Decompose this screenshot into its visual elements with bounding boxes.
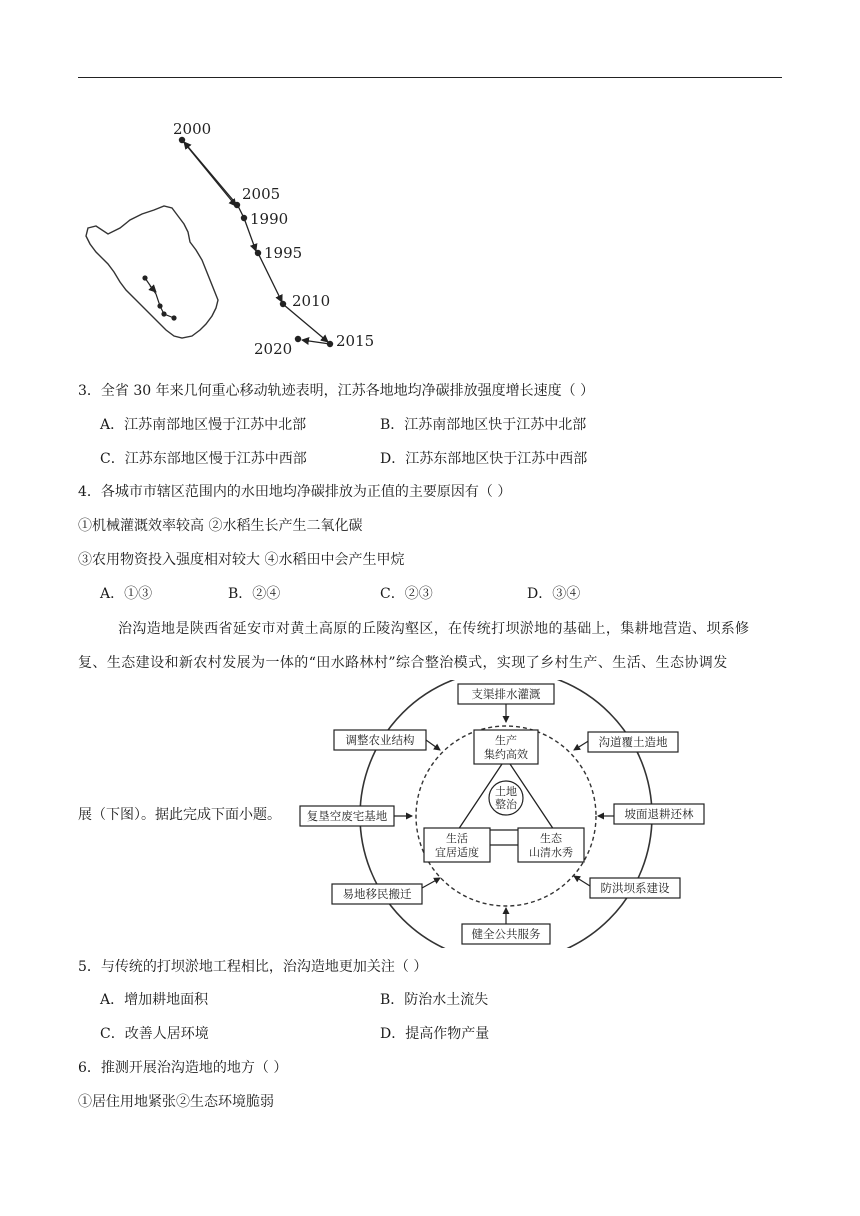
label-1990: 1990 [250,210,289,228]
q5-option-b[interactable]: B．防治水土流失 [380,992,489,1008]
label-2000: 2000 [173,120,212,138]
q3-option-a[interactable]: A．江苏南部地区慢于江苏中北部 [100,417,307,433]
q3-option-c[interactable]: C．江苏东部地区慢于江苏中西部 [100,451,307,467]
box-top: 支渠排水灌溉 [471,687,541,701]
mini-track [145,278,174,318]
box-upper-left: 调整农业结构 [345,733,415,747]
label-2005: 2005 [242,185,281,203]
label-2015: 2015 [336,332,375,350]
passage-line-1: 治沟造地是陕西省延安市对黄土高原的丘陵沟壑区，在传统打坝淤地的基础上，集耕地营造、坝系修 [118,621,750,637]
life-label-1: 生活 [446,832,468,845]
province-outline [86,206,218,338]
label-1995: 1995 [264,244,303,262]
q3-option-d[interactable]: D．江苏东部地区快于江苏中西部 [380,451,588,467]
life-label-2: 宜居适度 [435,846,479,859]
point-2015 [327,341,333,347]
q4-option-a[interactable]: A．①③ [100,586,153,602]
box-lower-right: 防洪坝系建设 [600,881,670,895]
production-label-2: 集约高效 [484,748,528,761]
q3-option-b[interactable]: B．江苏南部地区快于江苏中北部 [380,417,587,433]
passage-line-3: 展（下图）。据此完成下面小题。 [78,807,281,823]
q4-option-c[interactable]: C．②③ [380,586,433,602]
q4-stem: 4．各城市市辖区范围内的水田地均净碳排放为正值的主要原因有（ ） [78,484,512,500]
label-2020: 2020 [254,340,293,358]
land-consolidation-diagram [298,680,708,948]
production-label-1: 生产 [495,734,517,747]
q5-option-a[interactable]: A．增加耕地面积 [100,992,209,1008]
point-2020 [295,336,301,342]
centroid-track-figure [78,110,388,360]
q5-stem: 5．与传统的打坝淤地工程相比，治沟造地更加关注（ ） [78,959,428,975]
q4-statement-2: ③农用物资投入强度相对较大 ④水稻田中会产生甲烷 [78,552,405,568]
q5-option-d[interactable]: D．提高作物产量 [380,1026,490,1042]
box-right: 坡面退耕还林 [624,807,694,821]
point-2005 [234,202,240,208]
eco-label-1: 生态 [540,832,562,845]
q4-option-d[interactable]: D．③④ [527,586,581,602]
point-2010 [280,301,286,307]
passage-line-2: 复、生态建设和新农村发展为一体的“田水路林村”综合整治模式，实现了乡村生产、生活、生态协调发 [78,655,728,671]
point-1990 [241,215,247,221]
box-left: 复垦空废宅基地 [306,809,388,823]
header-rule [78,77,782,78]
box-upper-right: 沟道覆土造地 [598,735,668,749]
center-label-2: 整治 [495,798,517,811]
q6-statement-1: ①居住用地紧张②生态环境脆弱 [78,1094,274,1110]
box-bottom: 健全公共服务 [471,927,541,941]
q4-statement-1: ①机械灌溉效率较高 ②水稻生长产生二氧化碳 [78,518,363,534]
q6-stem: 6．推测开展治沟造地的地方（ ） [78,1060,288,1076]
box-lower-left: 易地移民搬迁 [342,887,412,901]
q3-stem: 3．全省 30 年来几何重心移动轨迹表明，江苏各地地均净碳排放强度增长速度（ ） [78,383,595,399]
q4-option-b[interactable]: B．②④ [228,586,281,602]
center-label-1: 土地 [495,785,517,798]
label-2010: 2010 [292,292,331,310]
eco-label-2: 山清水秀 [529,846,573,859]
point-1995 [255,250,261,256]
q5-option-c[interactable]: C．改善人居环境 [100,1026,209,1042]
